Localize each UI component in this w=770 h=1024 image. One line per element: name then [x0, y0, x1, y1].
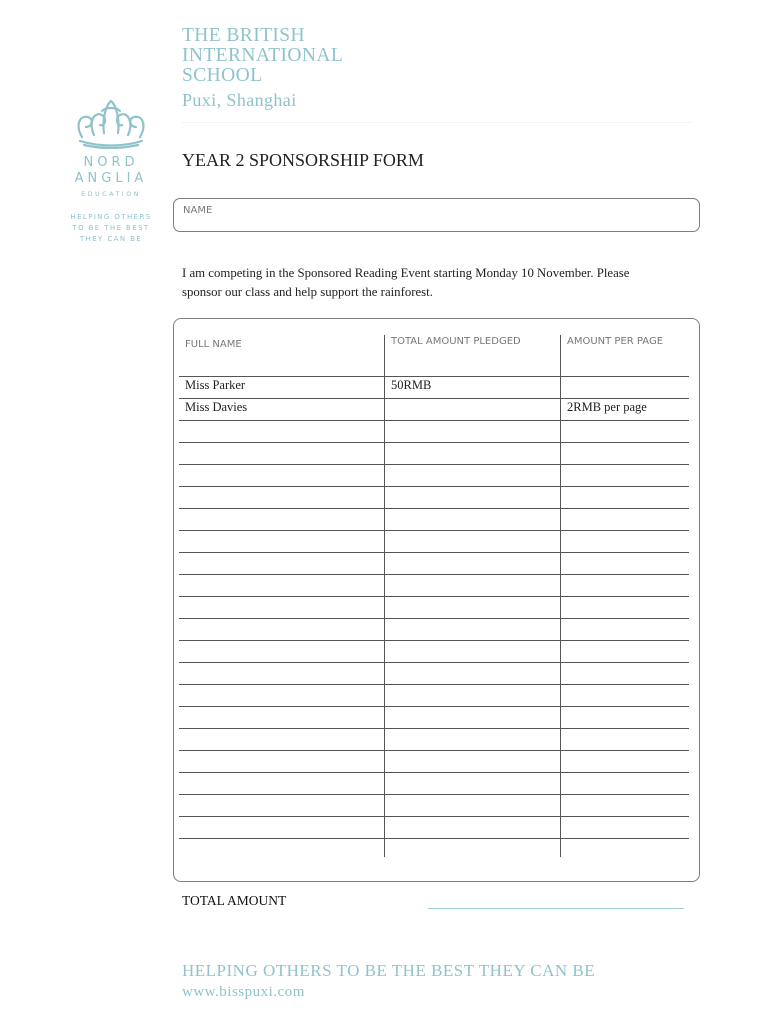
logo-motto-line-2: TO BE THE BEST: [72, 224, 150, 232]
table-row-line: [179, 662, 689, 663]
table-row-line: [179, 508, 689, 509]
intro-line-1: I am competing in the Sponsored Reading Event starting Monday 10 November. Please: [182, 266, 630, 280]
school-name: [182, 26, 343, 86]
row-1-total-pledged: 50RMB: [391, 378, 432, 392]
crown-icon: [72, 97, 150, 149]
brand-name-line-2: ANGLIA: [74, 171, 148, 186]
name-field[interactable]: [173, 198, 700, 232]
logo-motto-line-3: THEY CAN BE: [79, 235, 143, 243]
table-row-line: [179, 398, 689, 399]
table-row-line: [179, 486, 689, 487]
table-row-line: [179, 574, 689, 575]
form-title: YEAR 2 SPONSORSHIP FORM: [182, 150, 424, 170]
school-name-line-2: INTERNATIONAL: [182, 45, 344, 66]
brand-name-line-1: NORD: [83, 155, 139, 170]
row-2-per-page: 2RMB per page: [567, 400, 647, 414]
footer-motto: HELPING OTHERS TO BE THE BEST THEY CAN BE: [182, 961, 596, 980]
table-row-line: [179, 420, 689, 421]
table-row-line: [179, 728, 689, 729]
intro-paragraph: [182, 264, 682, 302]
header-amount-per-page: AMOUNT PER PAGE: [567, 336, 664, 347]
row-2-full-name: Miss Davies: [185, 400, 248, 414]
logo-motto: [66, 212, 156, 245]
name-label: NAME: [183, 205, 213, 216]
table-row-line: [179, 684, 689, 685]
logo-motto-line-1: HELPING OTHERS: [70, 213, 152, 221]
table-row-line: [179, 838, 689, 839]
table-row-line: [179, 794, 689, 795]
table-row-line: [179, 442, 689, 443]
table-row-line: [179, 640, 689, 641]
table-row-line: [179, 464, 689, 465]
table-row-line: [179, 706, 689, 707]
table-row-line: [179, 596, 689, 597]
school-name-line-1: THE BRITISH: [182, 25, 306, 46]
sponsor-table: [173, 318, 700, 882]
total-amount-label: TOTAL AMOUNT: [182, 893, 287, 908]
table-row-line: [179, 816, 689, 817]
header-full-name: FULL NAME: [185, 339, 242, 350]
total-amount-line[interactable]: [428, 908, 684, 909]
nord-anglia-logo: [66, 97, 156, 245]
row-1-full-name: Miss Parker: [185, 378, 246, 392]
table-row-line: [179, 530, 689, 531]
intro-line-2: sponsor our class and help support the rainforest.: [182, 285, 433, 299]
brand-subtitle: EDUCATION: [81, 190, 141, 198]
school-name-line-3: SCHOOL: [182, 65, 263, 86]
table-row-line: [179, 750, 689, 751]
campus-name: Puxi, Shanghai: [182, 90, 297, 110]
table-row-line: [179, 552, 689, 553]
table-row-line: [179, 772, 689, 773]
table-row-line: [179, 618, 689, 619]
header-total-pledged: TOTAL AMOUNT PLEDGED: [391, 336, 521, 347]
table-row-line: [179, 376, 689, 377]
footer-url[interactable]: www.bisspuxi.com: [182, 984, 305, 1000]
header-divider: [182, 122, 692, 123]
